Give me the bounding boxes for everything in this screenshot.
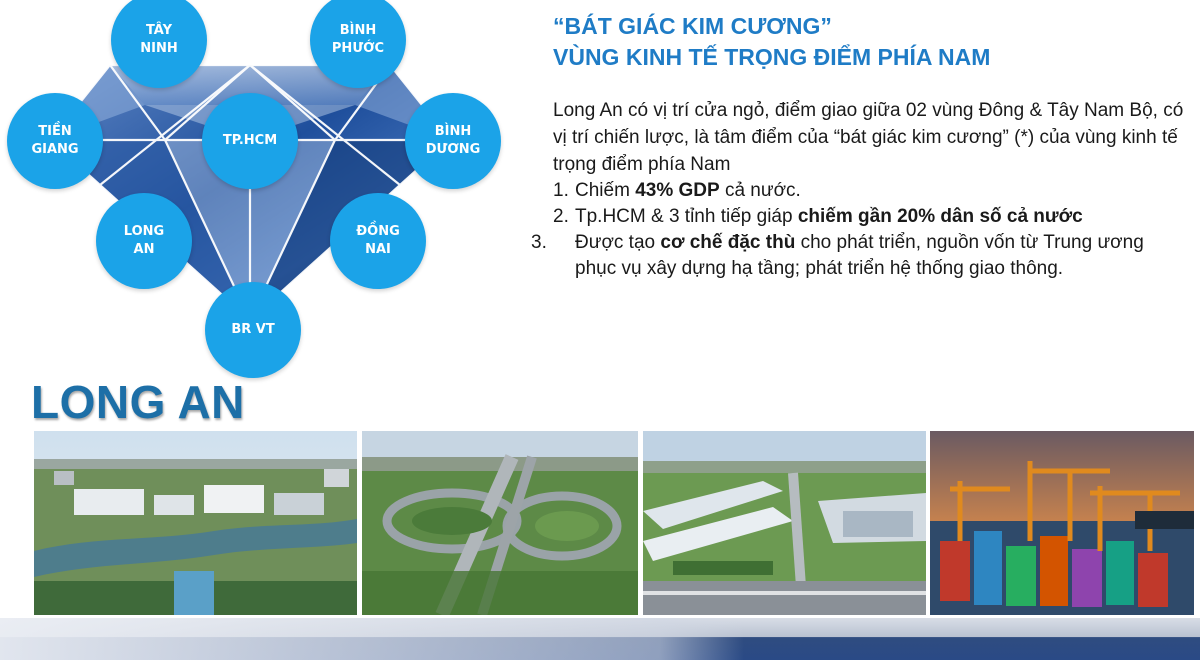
node-br-vt: BR VT [205,282,301,378]
fact-highlight: cơ chế đặc thù [660,232,796,253]
fact-number: 2. [553,206,569,227]
fact-text: cho phát triển, nguồn vốn từ Trung ương phục vụ xây dựng hạ tầng; phát triển hệ thống giao thông. [575,232,1144,279]
highway-interchange-photo [362,431,638,615]
heading-secondary: VÙNG KINH TẾ TRỌNG ĐIỂM PHÍA NAM [553,44,991,70]
heading-primary: “BÁT GIÁC KIM CƯƠNG” [553,13,832,39]
node-binh-phuoc: BÌNH PHƯỚC [310,0,406,88]
fact-item [553,178,1198,204]
intro-paragraph: Long An có vị trí cửa ngỏ, điểm giao giữa 02 vùng Đông & Tây Nam Bộ, có vị trí chiến lược, là tâm điểm của “bát giác kim cương” (*) của vùng kinh tế trọng điểm phía Nam [553,100,1184,175]
fact-item [553,204,1198,230]
fact-text: Được tạo [575,232,661,253]
fact-item [531,230,1198,282]
section-title: LONG AN [31,376,245,428]
node-tay-ninh: TÂY NINH [111,0,207,88]
node-binh-duong: BÌNH DƯƠNG [405,93,501,189]
container-port-photo [930,431,1194,615]
industrial-park-photo [643,431,926,615]
node-long-an: LONG AN [96,193,192,289]
footer-band [0,618,1200,660]
fact-text: Chiếm [575,180,636,201]
fact-text: Tp.HCM & 3 tỉnh tiếp giáp [575,206,798,227]
node-tphcm: TP.HCM [202,93,298,189]
fact-highlight: chiếm gần 20% dân số cả nước [797,206,1083,227]
fact-highlight: 43% GDP [635,180,720,201]
fact-number: 1. [553,180,569,201]
facts-list [531,178,1198,282]
fact-text: cả nước. [719,180,801,201]
bat-giac-diagram [0,0,500,380]
node-tien-giang: TIỀN GIANG [7,93,103,189]
node-dong-nai: ĐỒNG NAI [330,193,426,289]
city-riverside-photo [34,431,357,615]
fact-number: 3. [531,232,547,253]
